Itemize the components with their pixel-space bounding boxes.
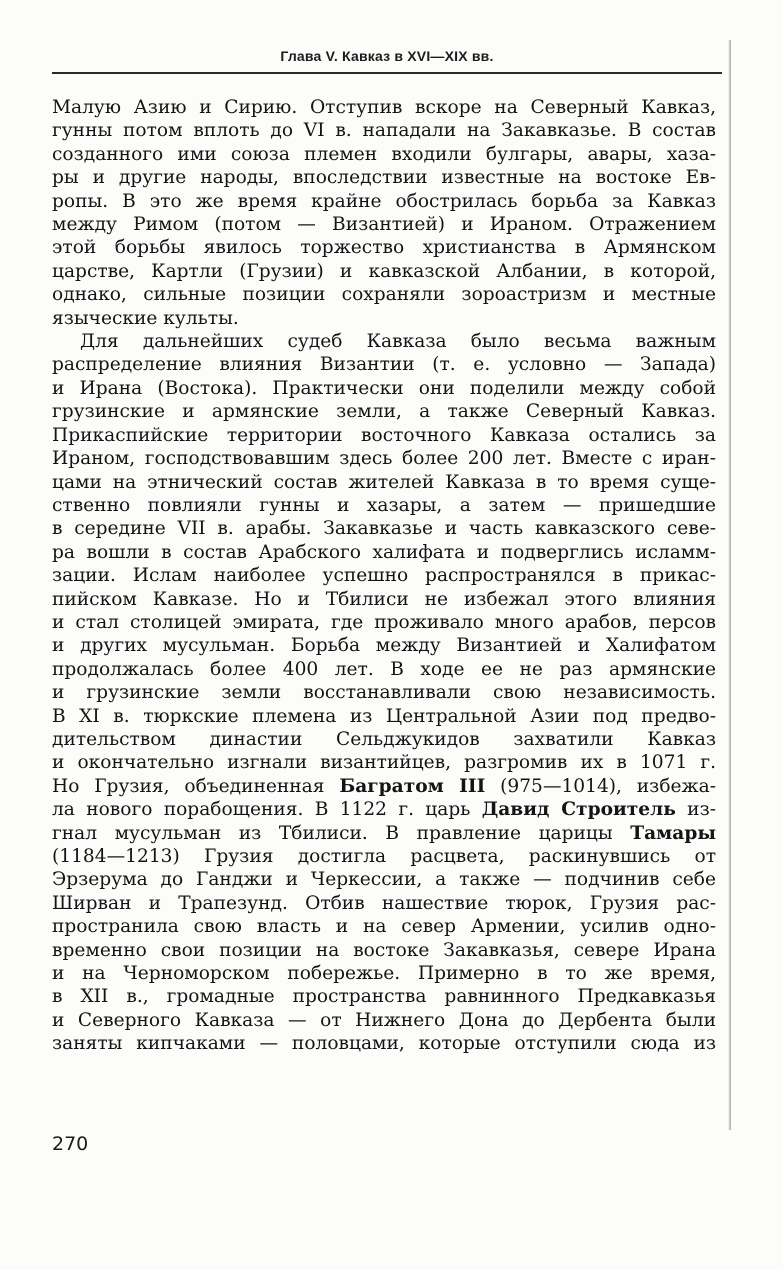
text-line: распределение влияния Византии (т. е. условно — Запада) xyxy=(52,354,716,376)
paragraph-2 xyxy=(52,330,716,1056)
text-line: ропы. В это же время крайне обострилась борьба за Кавказ xyxy=(52,190,716,212)
text-line: в XII в., громадные пространства равнинного Предкавказья xyxy=(52,986,716,1008)
text-line: В XI в. тюркские племена из Центральной Азии под предво- xyxy=(52,705,716,727)
text-line: этой борьбы явилось торжество христианства в Армянском xyxy=(52,237,716,259)
text-line: ра вошли в состав Арабского халифата и подверглись исламм- xyxy=(52,541,716,563)
text-line: Прикаспийские территории восточного Кавказа остались за xyxy=(52,424,716,446)
text-line: однако, сильные позиции сохраняли зороастризм и местные xyxy=(52,284,716,306)
text-line: ла нового порабощения. В 1122 г. царь Давид Строитель из- xyxy=(52,799,716,821)
text-line: Эрзерума до Ганджи и Черкессии, а также — подчинив себе xyxy=(52,869,716,891)
text-line: и на Черноморском побережье. Примерно в то же время, xyxy=(52,963,716,985)
text-line: пространила свою власть и на север Армении, усилив одно- xyxy=(52,916,716,938)
text-line: дительством династии Сельджукидов захватили Кавказ xyxy=(52,728,716,750)
text-line: между Римом (потом — Византией) и Ираном. Отражением xyxy=(52,214,716,236)
text-line: Для дальнейших судеб Кавказа было весьма важным xyxy=(80,331,716,353)
text-line: продолжалась более 400 лет. В ходе ее не раз армянские xyxy=(52,658,716,680)
text-line: грузинские и армянские земли, а также Северный Кавказ. xyxy=(52,401,716,423)
text-line: и стал столицей эмирата, где проживало много арабов, персов xyxy=(52,611,716,633)
text-line: царстве, Картли (Грузии) и кавказской Албании, в которой, xyxy=(52,260,716,282)
text-line: гунны потом вплоть до VI в. нападали на Закавказье. В состав xyxy=(52,120,716,142)
text-line: и Северного Кавказа — от Нижнего Дона до Дербента были xyxy=(52,1009,716,1031)
bold-term: Багратом III xyxy=(339,775,486,797)
text-line: и других мусульман. Борьба между Византией и Халифатом xyxy=(52,635,716,657)
text-line: пийском Кавказе. Но и Тбилиси не избежал этого влияния xyxy=(52,588,716,610)
body-text xyxy=(52,96,716,1056)
text-line: и окончательно изгнали византийцев, разгромив их в 1071 г. xyxy=(52,752,716,774)
text-line: зации. Ислам наиболее успешно распространялся в прикас- xyxy=(52,565,716,587)
text-line: заняты кипчаками — половцами, которые отступили сюда из xyxy=(52,1033,716,1055)
running-head: Глава V. Кавказ в XVI—XIX вв. xyxy=(280,48,494,64)
text-line: гнал мусульман из Тбилиси. В правление царицы Тамары xyxy=(52,822,716,844)
text-line: временно свои позиции на востоке Закавказья, севере Ирана xyxy=(52,939,716,961)
text-line: языческие культы. xyxy=(52,307,239,329)
text-line: в середине VII в. арабы. Закавказье и часть кавказского севе- xyxy=(52,518,716,540)
text-line: ры и другие народы, впоследствии известные на востоке Ев- xyxy=(52,167,716,189)
text-line: Но Грузия, объединенная Багратом III (975—1014), избежа- xyxy=(52,775,716,797)
text-line: Ираном, господствовавшим здесь более 200 лет. Вместе с иран- xyxy=(52,448,716,470)
text-line: и Ирана (Востока). Практически они поделили между собой xyxy=(52,377,716,399)
text-line: созданного ими союза племен входили булгары, авары, хаза- xyxy=(52,143,716,165)
header-rule xyxy=(52,72,722,74)
text-line: Малую Азию и Сирию. Отступив вскоре на Северный Кавказ, xyxy=(52,97,716,118)
text-line: ственно повлияли гунны и хазары, а затем — пришедшие xyxy=(52,494,716,516)
text-line: и грузинские земли восстанавливали свою независимость. xyxy=(52,682,716,704)
text-line: (1184—1213) Грузия достигла расцвета, раскинувшись от xyxy=(52,846,716,867)
page-number: 270 xyxy=(52,1133,89,1155)
paragraph-1 xyxy=(52,96,716,330)
text-line: Ширван и Трапезунд. Отбив нашествие тюрок, Грузия рас- xyxy=(52,892,716,914)
text-line: цами на этнический состав жителей Кавказа в то время суще- xyxy=(52,471,716,493)
bold-term: Тамары xyxy=(630,822,716,844)
bold-term: Давид Строитель xyxy=(481,799,676,821)
